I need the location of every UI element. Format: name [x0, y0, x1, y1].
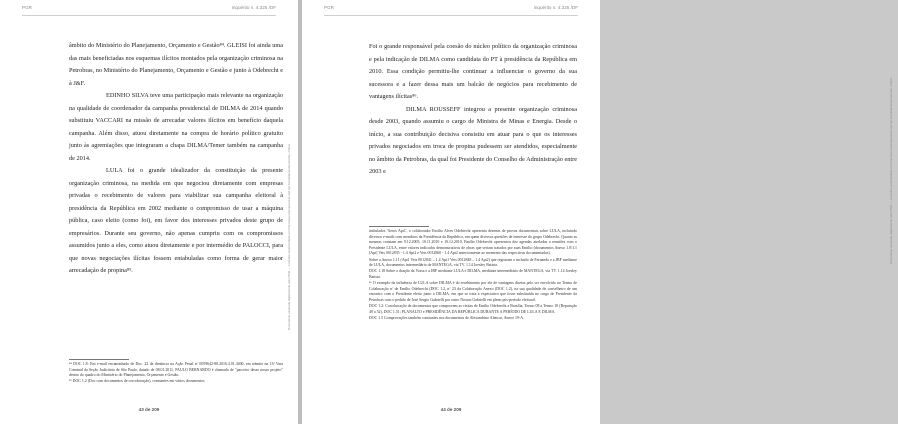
footnote: DOC 1.5 Comprovações também constantes nos documentos de Alexandrino Alencar, Anexo 19-A.	[369, 315, 525, 320]
footnote: ⁸⁶ O exemplo da influência de LULA sobre DILMA é do recebimento por ele de vantagens diretas pelo ser envolvido no Termo de Colaboração nº de Emílio Odebrecht (DOC 1.2, nº 23 da Colaboração Anexo (DOC 1.2), na sua qualidade de conselheiro de um encontro com o Presidente eleito junto a DILMA, em que se trata a expectativa que fosse substituída no cargo de Presidente da Petrobras com o pedido de José Sergio Gabrielli por outro Nossas Gabrielli em pleno pós-período eleitoral.	[369, 281, 577, 302]
signature-side-note: Documento assinado digitalmente pelo PGR — consultar autenticidade em http://www.transparencia.mpf.mp.br/validacaodocumento. Chave	[889, 77, 893, 264]
footnote: Sobre a Anexo 1.11 (Apt1 Vets 0012841 – 1.4 Apt1 Vets 0012848 – 1.4 Apt2) que registram a inclusão de Fernando e a JBF mediante de LULA, documentos intermediário de MANTEGA, via TV. 1.14 Joesley Batista.	[369, 257, 577, 268]
signature-side-note: Documento assinado digitalmente pelo PGR — consultar autenticidade em http://www.transparencia.mpf.mp.br/validacaodocumento. Chave	[287, 143, 291, 330]
footnotes	[369, 229, 577, 322]
footnote: intitulados 'Aeros Apt1', o colaborador Emílio Alves Odebrecht apresenta dezenas de provas documentais sobre LULA, incluindo diversos e-mails com membros da Presidência da República, em quem diversos questões de interesse do grupo Odebrecht. Quanto as mesmas constam em 9.12.2005, 10.11.2010 e 10.12.2010, Emílio Odebrecht apresentou dez agendas atreladas a reuniões com o Presidente LULA, entre valores indicados demonstrativos de obras que seriam tratados por suas Emílio (documentos Anexo 1.0/1.1 [Apt] Vets 0012835 - 1.4 Apt2 e Vets 0012860 - 1.4 Apt2 anteriormente ao momento das respectivas documentadas).	[369, 229, 577, 256]
paragraph: DILMA ROUSSEFF integrou a presente organização criminosa desde 2003, quando assumiu o cargo de Ministra de Minas e Energia. Desde o início, a sua contribuição decisiva consistiu em atuar para o que os interesses privados negociados em troca de propina pudessem ser atendidos, especialmente no âmbito da Petrobras, da qual foi Presidente do Conselho de Administração entre 2003 e	[369, 105, 577, 175]
footnote-separator	[69, 359, 129, 360]
paragraph: EDINHO SILVA teve uma participação mais relevante na organização na qualidade de coordenador da campanha presidencial de DILMA de 2014 quando substituiu VACCARI na missão de arrecadar valores ilícitos em benefício daquela campanha. Além disso, atuou diretamente na compra de horário político gratuito junto às agremiações que integraram a chapa DILMA/Temer também na campanha de 2014.	[69, 92, 283, 162]
header-agency: PGR	[22, 5, 32, 10]
footnote: DOC 1.2: Corroboração de documentos que comprovam as visitas de Emílio Odebrecht a Brasília, Termo 08 a Termo 10 (Reputação 49 a 52), DOC 1.51; PLANALTO e PRESIDÊNCIA DA REPÚBLICA DURANTE A PERÍODO DE LULA E DILMA.	[369, 304, 577, 314]
header-case-ref: Inquérito n. 4.325 /DF	[533, 5, 578, 10]
paragraph: âmbito do Ministério do Planejamento, Orçamento e Gestão⁸⁴. GLEISI foi ainda uma das mais beneficiadas nos esquemas ilícitos montados pela organização criminosa na Petrobras, no Ministério do Planejamento, Orçamento e Gestão e junto à Odebrecht e à J&F.	[69, 42, 283, 87]
body-text	[69, 40, 283, 278]
header-case-ref: Inquérito n. 4.325 /DF	[231, 5, 276, 10]
paragraph: Foi o grande responsável pela coesão do núcleo político da organização criminosa e pela indicação de DILMA como candidata do PT à presidência da República em 2010. Essa condição permitiu-lhe continuar a influenciar o governo da sua sucessora e a fazer dessa mais um balcão de negócios para recebimento de vantagens ilícitas⁸⁶.	[369, 43, 577, 100]
page-number: 44 de 209	[440, 407, 462, 412]
body-text	[369, 41, 577, 179]
paragraph: LULA foi o grande idealizador da constituição da presente organização criminosa, na medida em que negociou diretamente com empresas privadas o recebimento de valores para viabilizar sua campanha eleitoral à presidência da República em 2002 mediante o compromisso de usar a máquina pública, caso eleito (como foi), em favor dos interesses privados deste grupo de empresários. Durante seu governo, não apenas cumpriu com os compromissos assumidos junto a eles, como atuou diretamente e por intermédio de PALOCCI, para que novas negociações ilícitas fossem entabuladas como forma de gerar maior arrecadação de propina⁸⁵.	[69, 167, 283, 274]
document-page-right	[302, 0, 893, 424]
footnote-separator	[369, 226, 429, 227]
footnote: ⁸⁴ DOC 1.8: Em e-mail encaminhado de Doc. 22 da denúncia na Ação Penal nº 0059642-88.2016.4.01.3400, em trâmite na 13ª Vara Criminal da Seção Judiciária de São Paulo, datado de 08.01.2011, PAULO BERNARDO é chamado de "parceiro desse nosso projeto" dentro do quadro do Ministério do Planejamento, Orçamento e Gestão.	[69, 362, 283, 378]
document-page-left	[0, 0, 298, 424]
page-number: 43 de 209	[138, 407, 160, 412]
footnote: DOC 1.18 Sobre a doação da Vossa e a JBF mediante LULA e DILMA, mediante intermediário de MANTEGA, via TV. 1.14 Joesley Batista.	[369, 269, 577, 279]
page-header	[22, 5, 276, 16]
page-header	[324, 5, 578, 16]
header-agency: PGR	[324, 5, 334, 10]
footnotes	[69, 362, 283, 386]
footnote: ⁸⁵ DOC 1.2 (Doc com documentos de corroboração), constantes em vários documentos	[69, 379, 205, 384]
